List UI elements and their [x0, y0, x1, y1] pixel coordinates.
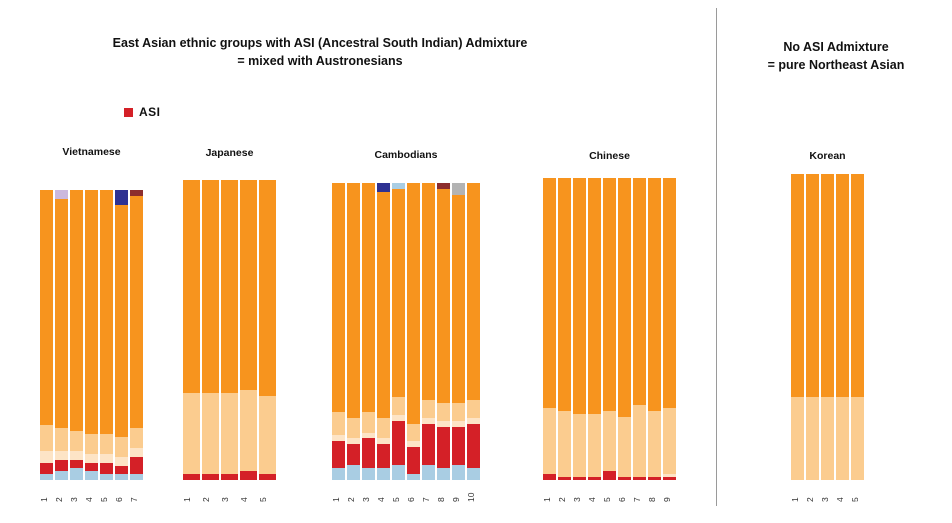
seg-light-orange	[648, 411, 661, 477]
tick-label: 9	[662, 497, 672, 502]
legend-swatch-asi	[124, 108, 133, 117]
tick-label: 2	[54, 497, 64, 502]
seg-orange	[836, 174, 849, 397]
bar[interactable]	[603, 178, 616, 480]
seg-orange	[821, 174, 834, 397]
seg-light-orange	[543, 408, 556, 474]
seg-asi	[40, 463, 53, 475]
seg-light-orange	[115, 437, 128, 457]
bar[interactable]	[392, 183, 405, 480]
seg-orange	[543, 178, 556, 408]
seg-pale-peach	[70, 451, 83, 460]
seg-asi	[85, 463, 98, 472]
tick-label: 8	[436, 497, 446, 502]
bar[interactable]	[221, 180, 238, 480]
bar[interactable]	[100, 190, 113, 480]
seg-asi	[648, 477, 661, 480]
seg-light-orange	[791, 397, 804, 480]
seg-light-orange	[332, 412, 345, 436]
tick-label: 5	[99, 497, 109, 502]
tick-label: 4	[587, 497, 597, 502]
seg-top	[55, 190, 68, 199]
seg-light-blue	[392, 465, 405, 480]
seg-light-orange	[130, 428, 143, 448]
seg-orange	[115, 205, 128, 437]
seg-asi	[115, 466, 128, 475]
bar[interactable]	[40, 190, 53, 480]
seg-asi	[240, 471, 257, 480]
bar[interactable]	[183, 180, 200, 480]
seg-asi	[467, 424, 480, 469]
seg-asi	[422, 424, 435, 466]
legend-label-asi: ASI	[139, 105, 161, 119]
tick-label: 1	[542, 497, 552, 502]
seg-light-orange	[452, 403, 465, 421]
right-panel-title-line2: = pure Northeast Asian	[767, 58, 905, 72]
seg-orange	[806, 174, 819, 397]
seg-asi	[588, 477, 601, 480]
seg-light-orange	[240, 390, 257, 471]
panel-divider	[716, 8, 717, 506]
seg-light-orange	[407, 424, 420, 442]
left-panel-title-line1: East Asian ethnic groups with ASI (Ancestral South Indian) Admixture	[112, 36, 528, 50]
tick-label: 5	[391, 497, 401, 502]
bar[interactable]	[55, 190, 68, 480]
bar[interactable]	[422, 183, 435, 480]
tick-label: 2	[201, 497, 211, 502]
tick-labels-cambodians	[332, 484, 480, 502]
bar[interactable]	[130, 190, 143, 480]
tick-label: 7	[421, 497, 431, 502]
seg-orange	[588, 178, 601, 414]
seg-orange	[573, 178, 586, 414]
seg-asi	[347, 444, 360, 465]
seg-light-orange	[618, 417, 631, 477]
bars-vietnamese	[40, 190, 143, 480]
seg-asi	[70, 460, 83, 469]
tick-label: 3	[820, 497, 830, 502]
seg-orange	[663, 178, 676, 408]
seg-light-blue	[407, 474, 420, 480]
bar[interactable]	[467, 183, 480, 480]
bar[interactable]	[588, 178, 601, 480]
tick-label: 8	[647, 497, 657, 502]
seg-light-blue	[70, 468, 83, 480]
seg-light-blue	[115, 474, 128, 480]
seg-light-blue	[437, 468, 450, 480]
bar[interactable]	[618, 178, 631, 480]
seg-light-orange	[183, 393, 200, 474]
group-title-vietnamese: Vietnamese	[62, 146, 121, 158]
seg-top	[377, 183, 390, 192]
seg-asi	[55, 460, 68, 472]
tick-label: 1	[790, 497, 800, 502]
tick-label: 3	[361, 497, 371, 502]
bar[interactable]	[573, 178, 586, 480]
seg-light-orange	[663, 408, 676, 474]
seg-orange	[377, 192, 390, 418]
seg-orange	[422, 183, 435, 400]
seg-orange	[407, 183, 420, 424]
tick-label: 6	[406, 497, 416, 502]
seg-light-orange	[558, 411, 571, 477]
seg-light-blue	[377, 468, 390, 480]
seg-asi	[407, 447, 420, 474]
seg-orange	[100, 190, 113, 434]
seg-orange	[202, 180, 219, 393]
seg-light-orange	[437, 403, 450, 421]
seg-orange	[437, 189, 450, 403]
seg-asi	[183, 474, 200, 480]
seg-orange	[603, 178, 616, 411]
right-panel-title-line1: No ASI Admixture	[783, 40, 889, 54]
seg-orange	[40, 190, 53, 425]
group-title-chinese: Chinese	[589, 150, 630, 162]
seg-orange	[347, 183, 360, 418]
tick-labels-japanese	[183, 484, 276, 502]
seg-light-orange	[633, 405, 646, 477]
seg-light-orange	[392, 397, 405, 415]
tick-label: 9	[451, 497, 461, 502]
seg-light-blue	[422, 465, 435, 480]
group-title-cambodians: Cambodians	[374, 149, 438, 161]
tick-label: 4	[835, 497, 845, 502]
bar[interactable]	[851, 174, 864, 480]
seg-orange	[851, 174, 864, 397]
seg-orange	[85, 190, 98, 434]
tick-label: 7	[632, 497, 642, 502]
bar[interactable]	[821, 174, 834, 480]
seg-light-orange	[70, 431, 83, 451]
seg-asi	[543, 474, 556, 480]
group-title-japanese: Japanese	[205, 147, 254, 159]
seg-asi	[603, 471, 616, 480]
seg-light-orange	[85, 434, 98, 454]
seg-asi	[392, 421, 405, 466]
seg-top	[452, 183, 465, 195]
seg-light-orange	[851, 397, 864, 480]
seg-orange	[240, 180, 257, 390]
seg-light-orange	[377, 418, 390, 439]
tick-label: 1	[39, 497, 49, 502]
bar[interactable]	[115, 190, 128, 480]
seg-asi	[437, 427, 450, 469]
seg-asi	[332, 441, 345, 468]
tick-label: 1	[331, 497, 341, 502]
bars-japanese	[183, 180, 276, 480]
seg-light-blue	[85, 471, 98, 480]
tick-label: 4	[84, 497, 94, 502]
tick-labels-vietnamese	[40, 484, 143, 502]
seg-orange	[633, 178, 646, 405]
seg-asi	[202, 474, 219, 480]
seg-light-orange	[467, 400, 480, 418]
tick-label: 2	[346, 497, 356, 502]
seg-light-blue	[362, 468, 375, 480]
bar[interactable]	[452, 183, 465, 480]
seg-asi	[663, 477, 676, 480]
bar[interactable]	[70, 190, 83, 480]
seg-light-orange	[259, 396, 276, 474]
tick-labels-chinese	[543, 484, 676, 502]
seg-light-orange	[603, 411, 616, 471]
seg-pale-peach	[130, 448, 143, 457]
bar[interactable]	[85, 190, 98, 480]
seg-light-blue	[130, 474, 143, 480]
seg-light-orange	[362, 412, 375, 433]
tick-label: 7	[129, 497, 139, 502]
bars-korean	[791, 174, 864, 480]
bar[interactable]	[648, 178, 661, 480]
seg-orange	[467, 183, 480, 400]
bar[interactable]	[558, 178, 571, 480]
tick-label: 2	[805, 497, 815, 502]
seg-asi	[558, 477, 571, 480]
bars-chinese	[543, 178, 676, 480]
bar[interactable]	[437, 183, 450, 480]
seg-asi	[573, 477, 586, 480]
seg-asi	[362, 438, 375, 468]
bar[interactable]	[407, 183, 420, 480]
tick-label: 5	[850, 497, 860, 502]
seg-light-blue	[467, 468, 480, 480]
seg-orange	[648, 178, 661, 411]
seg-light-blue	[100, 474, 113, 480]
seg-light-blue	[452, 465, 465, 480]
seg-light-orange	[40, 425, 53, 451]
tick-label: 4	[376, 497, 386, 502]
bar[interactable]	[332, 183, 345, 480]
seg-light-orange	[55, 428, 68, 451]
seg-asi	[259, 474, 276, 480]
seg-light-blue	[40, 474, 53, 480]
seg-light-orange	[836, 397, 849, 480]
seg-orange	[70, 190, 83, 431]
tick-label: 4	[239, 497, 249, 502]
bar[interactable]	[543, 178, 556, 480]
seg-pale-peach	[40, 451, 53, 463]
seg-orange	[55, 199, 68, 428]
bar[interactable]	[806, 174, 819, 480]
seg-light-orange	[347, 418, 360, 439]
seg-light-blue	[55, 471, 68, 480]
bar[interactable]	[202, 180, 219, 480]
seg-orange	[183, 180, 200, 393]
left-panel-title	[60, 34, 580, 70]
seg-orange	[130, 196, 143, 428]
tick-label: 1	[182, 497, 192, 502]
tick-label: 5	[258, 497, 268, 502]
bar[interactable]	[791, 174, 804, 480]
seg-pale-peach	[100, 454, 113, 463]
seg-pale-peach	[55, 451, 68, 460]
seg-orange	[221, 180, 238, 393]
seg-asi	[221, 474, 238, 480]
seg-orange	[392, 189, 405, 397]
seg-pale-peach	[85, 454, 98, 463]
bar[interactable]	[362, 183, 375, 480]
seg-light-blue	[347, 465, 360, 480]
seg-light-orange	[100, 434, 113, 454]
chart-legend	[124, 105, 161, 119]
bar[interactable]	[259, 180, 276, 480]
tick-labels-korean	[791, 484, 864, 502]
tick-label: 3	[220, 497, 230, 502]
bar[interactable]	[836, 174, 849, 480]
tick-label: 6	[617, 497, 627, 502]
group-title-korean: Korean	[809, 150, 846, 162]
bar[interactable]	[633, 178, 646, 480]
bar[interactable]	[240, 180, 257, 480]
seg-orange	[791, 174, 804, 397]
bar[interactable]	[347, 183, 360, 480]
seg-light-orange	[573, 414, 586, 477]
seg-orange	[558, 178, 571, 411]
seg-asi	[618, 477, 631, 480]
seg-light-orange	[202, 393, 219, 474]
bar[interactable]	[663, 178, 676, 480]
seg-light-orange	[821, 397, 834, 480]
seg-light-orange	[806, 397, 819, 480]
seg-light-orange	[588, 414, 601, 477]
seg-asi	[452, 427, 465, 466]
seg-pale-peach	[115, 457, 128, 466]
tick-label: 10	[466, 492, 476, 502]
seg-top	[115, 190, 128, 205]
seg-orange	[259, 180, 276, 396]
seg-light-blue	[332, 468, 345, 480]
seg-orange	[452, 195, 465, 403]
seg-orange	[618, 178, 631, 417]
left-panel-title-line2: = mixed with Austronesians	[237, 54, 403, 68]
bar[interactable]	[377, 183, 390, 480]
seg-asi	[377, 444, 390, 468]
seg-asi	[100, 463, 113, 475]
seg-orange	[332, 183, 345, 412]
seg-light-orange	[221, 393, 238, 474]
seg-asi	[130, 457, 143, 474]
tick-label: 3	[69, 497, 79, 502]
tick-label: 6	[114, 497, 124, 502]
bars-cambodians	[332, 183, 480, 480]
seg-orange	[362, 183, 375, 412]
tick-label: 2	[557, 497, 567, 502]
seg-light-orange	[422, 400, 435, 418]
tick-label: 5	[602, 497, 612, 502]
tick-label: 3	[572, 497, 582, 502]
seg-asi	[633, 477, 646, 480]
right-panel-title	[726, 38, 946, 74]
